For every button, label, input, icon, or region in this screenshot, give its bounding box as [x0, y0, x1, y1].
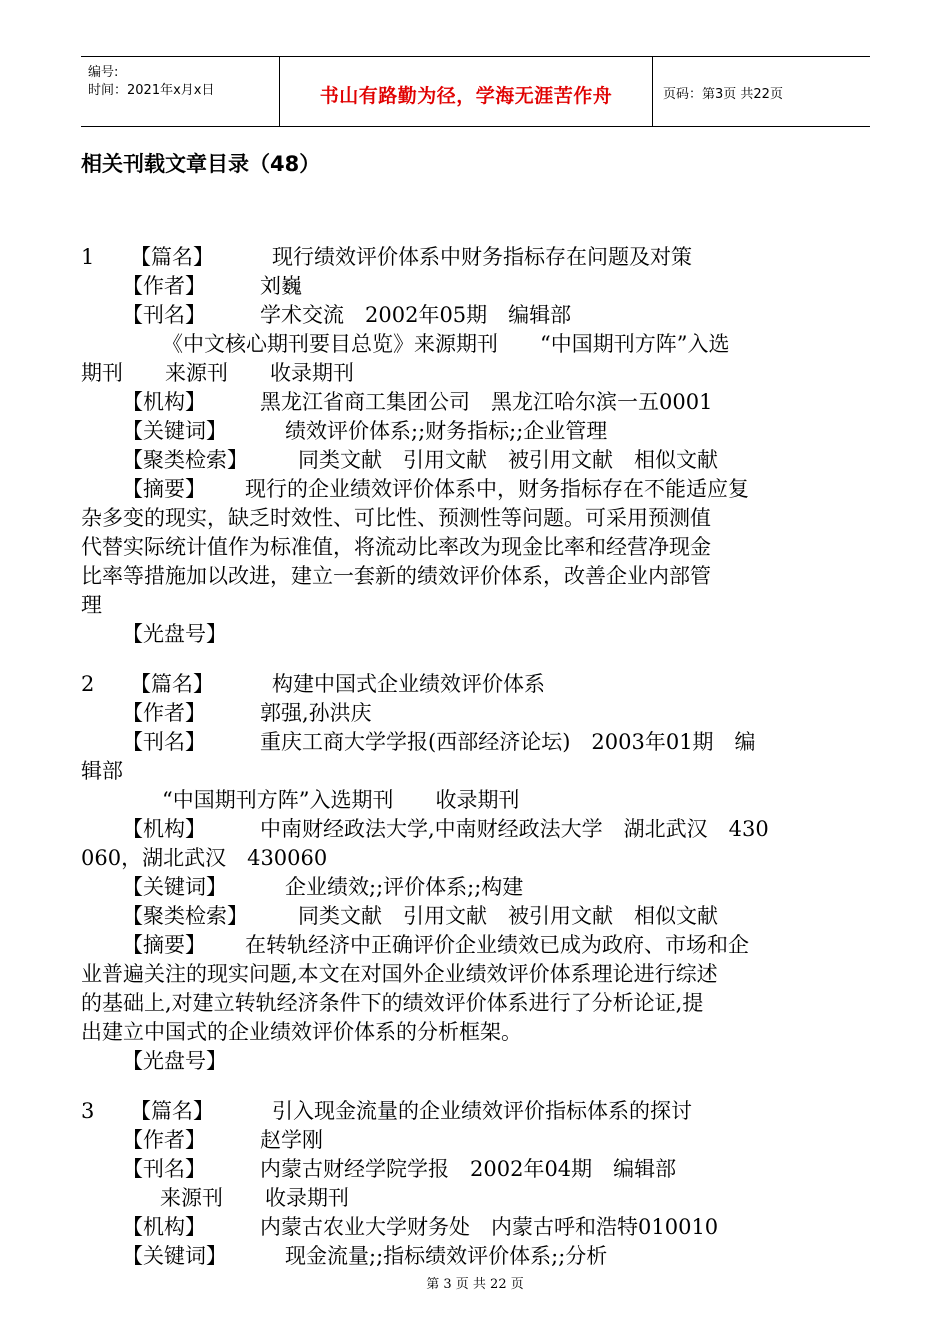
journal-label: 【刊名】: [122, 303, 206, 327]
abstract-line: 代替实际统计值作为标准值，将流动比率改为现金比率和经营净现金: [81, 535, 711, 559]
abstract-label: 【摘要】: [122, 933, 206, 957]
header-meta-cell: [81, 57, 280, 126]
journal-info[interactable]: 学术交流 2002年05期 编辑部: [260, 303, 572, 327]
time-label: 时间：2021年x月x日: [88, 83, 215, 98]
org-label: 【机构】: [122, 817, 206, 841]
author-name[interactable]: 郭强,孙洪庆: [260, 701, 372, 725]
article-number: 3: [81, 1099, 95, 1123]
page-header: [81, 56, 870, 127]
abstract-line: 杂多变的现实，缺乏时效性、可比性、预测性等问题。可采用预测值: [81, 506, 711, 530]
disk-label: 【光盘号】: [122, 1049, 227, 1073]
journal-info-cont: 辑部: [81, 759, 123, 783]
keywords-label: 【关键词】: [122, 1244, 227, 1268]
disk-label: 【光盘号】: [122, 622, 227, 646]
keywords[interactable]: 企业绩效;;评价体系;;构建: [285, 875, 524, 899]
journal-info-cont2: 期刊 来源刊 收录期刊: [81, 361, 354, 385]
header-motto-cell: [280, 57, 653, 126]
abstract-line: 在转轨经济中正确评价企业绩效已成为政府、市场和企: [245, 933, 749, 957]
journal-info-cont2: “中国期刊方阵”入选期刊 收录期刊: [162, 788, 520, 812]
journal-info[interactable]: 重庆工商大学学报(西部经济论坛) 2003年01期 编: [260, 730, 756, 754]
journal-info[interactable]: 内蒙古财经学院学报 2002年04期 编辑部: [260, 1157, 677, 1181]
journal-info-cont: 《中文核心期刊要目总览》来源期刊 “中国期刊方阵”入选: [162, 332, 730, 356]
author-label: 【作者】: [122, 274, 206, 298]
section-title: 相关刊载文章目录（48）: [81, 152, 321, 176]
cluster-links[interactable]: 同类文献 引用文献 被引用文献 相似文献: [298, 448, 718, 472]
cluster-label: 【聚类检索】: [122, 448, 248, 472]
journal-label: 【刊名】: [122, 1157, 206, 1181]
keywords-label: 【关键词】: [122, 875, 227, 899]
cluster-links[interactable]: 同类文献 引用文献 被引用文献 相似文献: [298, 904, 718, 928]
number-label: 编号:: [88, 65, 119, 80]
author-name[interactable]: 刘巍: [260, 274, 302, 298]
motto-text: 书山有路勤为径，学海无涯苦作舟: [319, 85, 613, 107]
article-number: 1: [81, 245, 95, 269]
journal-info-cont2: 来源刊 收录期刊: [160, 1186, 349, 1210]
footer-page-number: 第 3 页 共 22 页: [426, 1277, 524, 1292]
abstract-line: 出建立中国式的企业绩效评价体系的分析框架。: [81, 1020, 522, 1044]
page-info: 页码：第3页 共22页: [663, 87, 783, 102]
article-number: 2: [81, 672, 95, 696]
org-info[interactable]: 黑龙江省商工集团公司 黑龙江哈尔滨一五0001: [260, 390, 713, 414]
abstract-label: 【摘要】: [122, 477, 206, 501]
article-title[interactable]: 构建中国式企业绩效评价体系: [272, 672, 545, 696]
org-label: 【机构】: [122, 1215, 206, 1239]
org-info[interactable]: 内蒙古农业大学财务处 内蒙古呼和浩特010010: [260, 1215, 719, 1239]
abstract-line: 的基础上,对建立转轨经济条件下的绩效评价体系进行了分析论证,提: [81, 991, 704, 1015]
author-label: 【作者】: [122, 1128, 206, 1152]
cluster-label: 【聚类检索】: [122, 904, 248, 928]
author-label: 【作者】: [122, 701, 206, 725]
keywords[interactable]: 现金流量;;指标绩效评价体系;;分析: [285, 1244, 608, 1268]
org-info[interactable]: 中南财经政法大学,中南财经政法大学 湖北武汉 430: [260, 817, 769, 841]
abstract-line: 现行的企业绩效评价体系中，财务指标存在不能适应复: [245, 477, 749, 501]
page-footer: [0, 1273, 950, 1292]
author-name[interactable]: 赵学刚: [260, 1128, 323, 1152]
title-label: 【篇名】: [130, 245, 214, 269]
keywords-label: 【关键词】: [122, 419, 227, 443]
abstract-line: 业普遍关注的现实问题,本文在对国外企业绩效评价体系理论进行综述: [81, 962, 718, 986]
abstract-line: 比率等措施加以改进，建立一套新的绩效评价体系，改善企业内部管: [81, 564, 711, 588]
keywords[interactable]: 绩效评价体系;;财务指标;;企业管理: [285, 419, 608, 443]
title-label: 【篇名】: [130, 672, 214, 696]
article-title[interactable]: 引入现金流量的企业绩效评价指标体系的探讨: [272, 1099, 692, 1123]
header-page-cell: [653, 57, 870, 126]
journal-label: 【刊名】: [122, 730, 206, 754]
title-label: 【篇名】: [130, 1099, 214, 1123]
org-info-cont: 060，湖北武汉 430060: [81, 846, 328, 870]
abstract-line: 理: [81, 593, 102, 617]
article-title[interactable]: 现行绩效评价体系中财务指标存在问题及对策: [272, 245, 692, 269]
org-label: 【机构】: [122, 390, 206, 414]
